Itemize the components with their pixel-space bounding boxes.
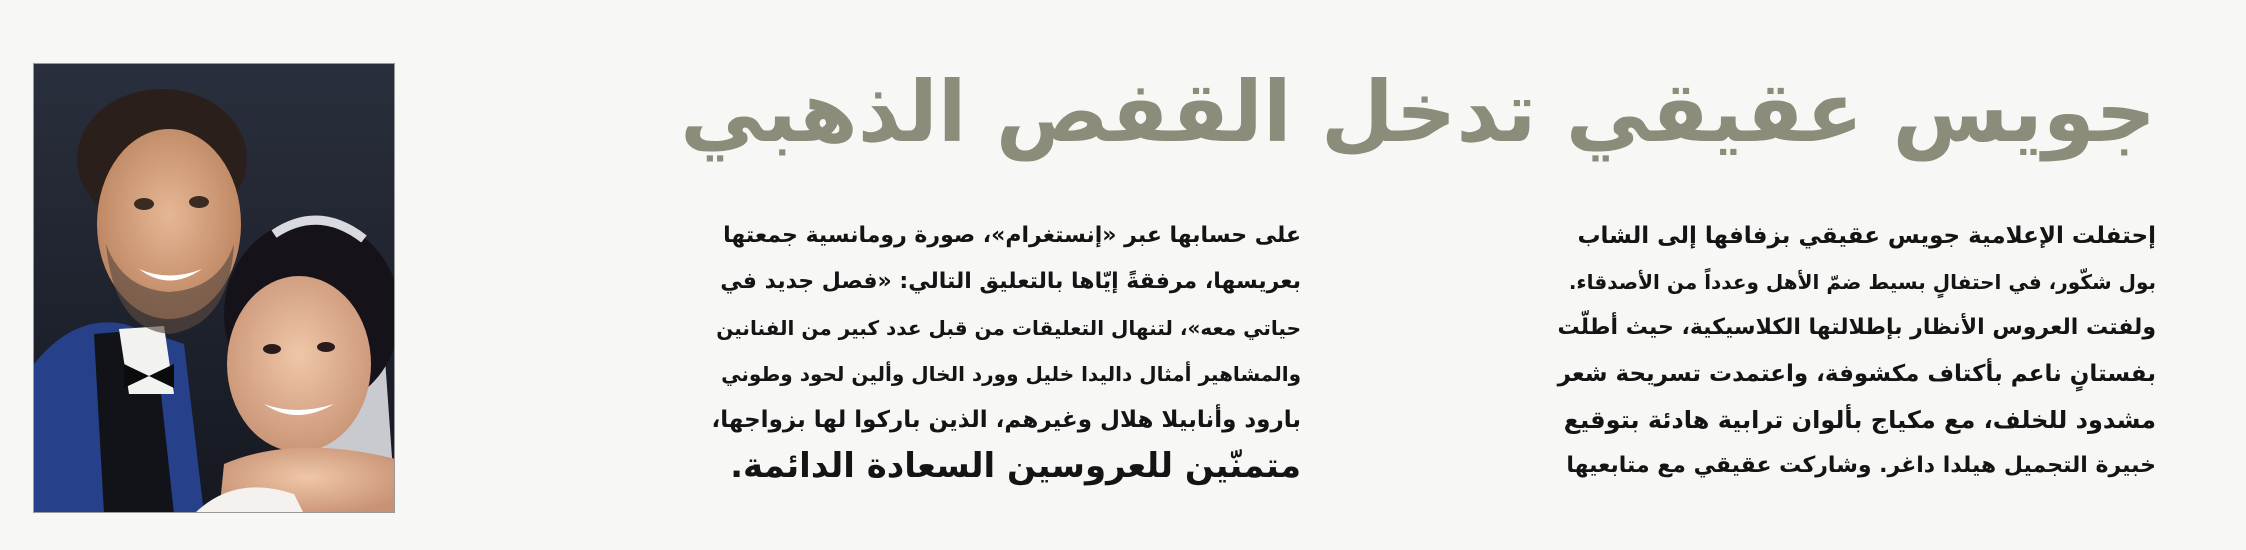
text-line: بارود وأنابيلا هلال وغيرهم، الذين باركوا لها بزواجها،	[711, 407, 1301, 433]
text-line: خبيرة التجميل هيلدا داغر. وشاركت عقيقي مع متابعيها	[1566, 453, 2156, 478]
text-line: على حسابها عبر «إنستغرام»، صورة رومانسية جمعتها	[723, 223, 1301, 248]
text-line: مشدود للخلف، مع مكياج بألوان ترابية هادئة بتوقيع	[1563, 406, 2156, 434]
wedding-photo	[33, 63, 395, 513]
text-line: إحتفلت الإعلامية جويس عقيقي بزفافها إلى الشاب	[1577, 223, 2156, 249]
text-line: حياتي معه»، لتنهال التعليقات من قبل عدد كبير من الفنانين	[716, 316, 1301, 340]
text-line: بفستانٍ ناعم بأكتاف مكشوفة، واعتمدت تسريحة شعر	[1557, 361, 2156, 387]
text-line: ولفتت العروس الأنظار بإطلالتها الكلاسيكية، حيث أطلّت	[1557, 315, 2156, 340]
text-line: متمنّين للعروسين السعادة الدائمة.	[730, 446, 1301, 486]
text-line: والمشاهير أمثال داليدا خليل وورد الخال وألين لحود وطوني	[721, 362, 1301, 386]
article-column-left	[701, 213, 1301, 489]
text-line: بول شكّور، في احتفالٍ بسيط ضمّ الأهل وعدداً من الأصدقاء.	[1568, 270, 2156, 294]
text-line: بعريسها، مرفقةً إيّاها بالتعليق التالي: «فصل جديد في	[720, 269, 1301, 294]
article-title: جويس عقيقي تدخل القفص الذهبي	[680, 63, 2156, 161]
article-column-right	[1556, 213, 2156, 489]
